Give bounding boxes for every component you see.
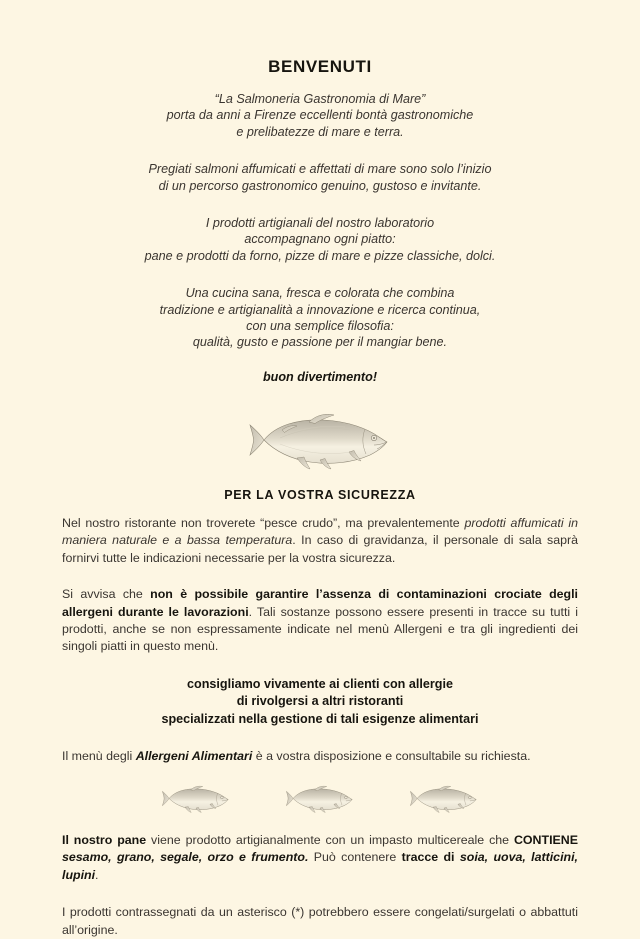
salmon-sketch-icon: [245, 408, 395, 472]
bread-allergen-list: sesamo, grano, segale, orzo e frumento.: [62, 850, 309, 865]
welcome-line: di un percorso gastronomico genuino, gustoso e invitante.: [158, 178, 482, 193]
bread-run-plain: .: [95, 867, 99, 882]
bread-run-bold: tracce di: [401, 850, 455, 865]
welcome-block-4: [62, 264, 578, 351]
safety-paragraph-cross-contamination: [62, 567, 578, 656]
advice-line: consigliamo vivamente ai clienti con allergie: [187, 676, 453, 691]
safety-paragraph-raw-fish: [62, 502, 578, 567]
safety-run-plain: Nel nostro ristorante non troverete “pesce crudo”, ma prevalentemente: [62, 515, 465, 530]
safety-run-plain: . In caso di gravidanza, il personale di sala saprà fornirvi tutte le indicazioni necessarie per la vostra sicurezza.: [62, 533, 579, 565]
welcome-line: pane e prodotti da forno, pizze di mare e pizze classiche, dolci.: [144, 248, 496, 263]
allergen-menu-title: Allergeni Alimentari: [135, 748, 253, 763]
allergy-advice: [62, 656, 578, 729]
welcome-line: e prelibatezze di mare e terra.: [236, 124, 404, 139]
welcome-line: Una cucina sana, fresca e colorata che combina: [185, 286, 455, 301]
frozen-products-paragraph: I prodotti contrassegnati da un asterisco (*) potrebbero essere congelati/surgelati o abbattuti all’origine.: [62, 905, 578, 937]
welcome-block-2: [62, 140, 578, 194]
salmon-sketch-icon: [408, 783, 480, 814]
salmon-sketch-icon: [284, 783, 356, 814]
welcome-block-3: [62, 194, 578, 264]
welcome-line: Pregiati salmoni affumicati e affettati di mare sono solo l’inizio: [148, 162, 492, 177]
welcome-line: I prodotti artigianali del nostro laboratorio: [205, 216, 435, 231]
welcome-line: con una semplice filosofia:: [246, 319, 394, 334]
bread-run-plain: viene prodotto artigianalmente con un impasto multicereale che: [146, 832, 514, 847]
welcome-line: qualità, gusto e passione per il mangiar bene.: [192, 335, 448, 350]
closing-line: buon divertimento!: [262, 369, 378, 384]
allergen-menu-paragraph: [62, 729, 578, 765]
welcome-line: accompagnano ogni piatto:: [244, 232, 396, 247]
bread-run-bold: CONTIENE: [513, 832, 578, 847]
bread-run-bold: Il nostro pane: [62, 832, 147, 847]
welcome-line: tradizione e artigianalità a innovazione e ricerca continua,: [159, 302, 481, 317]
allergen-run-plain: Il menù degli: [62, 748, 136, 763]
cross-run-plain: . Tali sostanze possono essere presenti in tracce su tutti i prodotti, anche se non espressamente indicate nel menù Allergeni e tra gli ingredienti dei singoli piatti in questo menù.: [62, 604, 578, 654]
safety-heading: PER LA VOSTRA SICUREZZA: [224, 487, 416, 502]
large-fish-illustration: [62, 384, 578, 472]
page-title: BENVENUTI: [268, 57, 372, 76]
bread-trace-list: soia, uova, latticini, lupini: [62, 850, 578, 882]
bread-paragraph: [62, 814, 578, 884]
allergen-run-plain: è a vostra disposizione e consultabile su richiesta.: [252, 748, 531, 763]
welcome-block-1: [62, 77, 578, 140]
advice-line: specializzati nella gestione di tali esigenze alimentari: [161, 711, 479, 726]
welcome-line: “La Salmoneria Gastronomia di Mare”: [214, 92, 426, 106]
cross-run-bold: non è possibile garantire l’assenza di contaminazioni crociate degli allergeni durante le lavorazioni: [62, 587, 578, 619]
advice-line: di rivolgersi a altri ristoranti: [236, 694, 404, 709]
welcome-line: porta da anni a Firenze eccellenti bontà gastronomiche: [166, 108, 474, 123]
cross-run-plain: Si avvisa che: [62, 587, 151, 602]
small-fish-illustration-row: [62, 765, 578, 814]
salmon-sketch-icon: [160, 783, 232, 814]
bread-run-plain: Può contenere: [308, 850, 402, 865]
safety-run-italic: prodotti affumicati in maniera naturale e a bassa temperatura: [62, 515, 578, 548]
